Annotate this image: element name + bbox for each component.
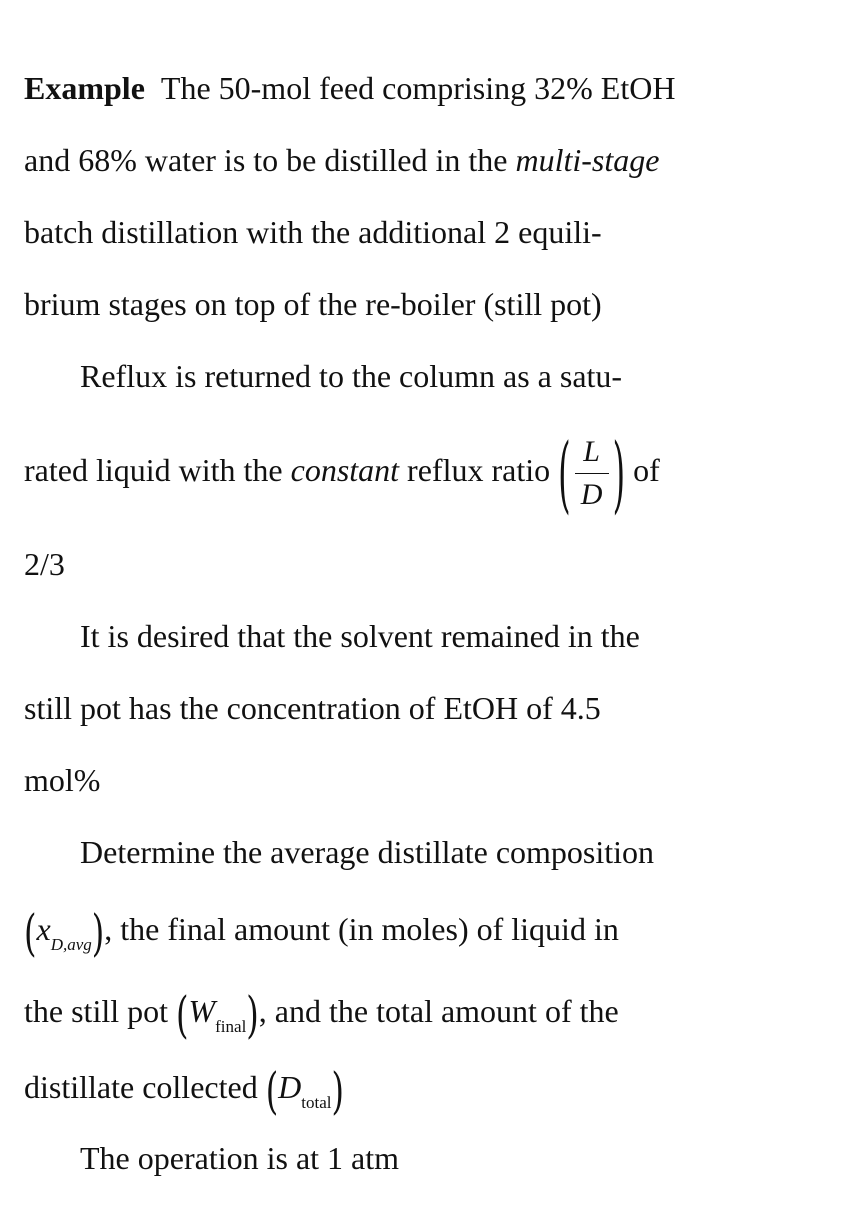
fraction-denominator: D <box>580 478 603 512</box>
line-1 <box>24 52 839 124</box>
text: , and the total amount of the <box>258 993 619 1029</box>
text: and 68% water is to be distilled in the <box>24 142 508 178</box>
paragraph-desired-concentration <box>24 600 839 816</box>
paragraph-operation <box>24 1122 839 1194</box>
subscript-final: final <box>215 1017 247 1036</box>
text: reflux ratio <box>407 452 551 488</box>
fraction-numerator: L <box>583 434 600 468</box>
line-10: mol% <box>24 762 101 798</box>
line-7: 2/3 <box>24 546 65 582</box>
emphasis-constant: constant <box>290 452 400 488</box>
paragraph-reflux <box>24 340 839 600</box>
line-3: batch distillation with the additional 2 equili- <box>24 214 602 250</box>
line-12 <box>24 888 839 970</box>
line-4: brium stages on top of the re-boiler (still pot) <box>24 286 602 322</box>
text: distillate collected <box>24 1069 258 1105</box>
text: The 50-mol feed comprising 32% EtOH <box>160 70 676 106</box>
variable-w: W <box>188 993 216 1029</box>
line-15: The operation is at 1 atm <box>80 1140 400 1176</box>
line-9: still pot has the concentration of EtOH of 4.5 <box>24 690 601 726</box>
emphasis-multi-stage: multi-stage <box>515 142 660 178</box>
line-11: Determine the average distillate composition <box>80 834 655 870</box>
subscript-total: total <box>301 1093 332 1112</box>
document-body <box>24 52 839 1194</box>
text: of <box>633 452 660 488</box>
reflux-ratio-fraction: ( $\frac{L}{D}$ ) <box>558 424 626 524</box>
variable-x: x <box>36 911 51 947</box>
math-d-total: $(D_{total})$ <box>265 1061 344 1121</box>
text: rated liquid with the <box>24 452 283 488</box>
line-8: It is desired that the solvent remained in the <box>80 618 640 654</box>
subscript-d-avg: D,avg <box>50 935 92 954</box>
text: , the final amount (in moles) of liquid in <box>104 911 619 947</box>
paragraph-problem-statement <box>24 52 839 340</box>
math-x-d-avg: $(x_{D,avg})$ <box>24 903 105 963</box>
line-5: Reflux is returned to the column as a satu- <box>80 358 623 394</box>
line-14 <box>24 1052 839 1122</box>
text: the still pot <box>24 993 168 1029</box>
math-w-final: $(W_{final})$ <box>176 985 259 1045</box>
example-label: Example <box>24 70 145 106</box>
variable-d: D <box>278 1069 302 1105</box>
line-2 <box>24 124 839 196</box>
line-6 <box>24 412 839 528</box>
line-13 <box>24 970 839 1052</box>
paragraph-determine <box>24 816 839 1122</box>
